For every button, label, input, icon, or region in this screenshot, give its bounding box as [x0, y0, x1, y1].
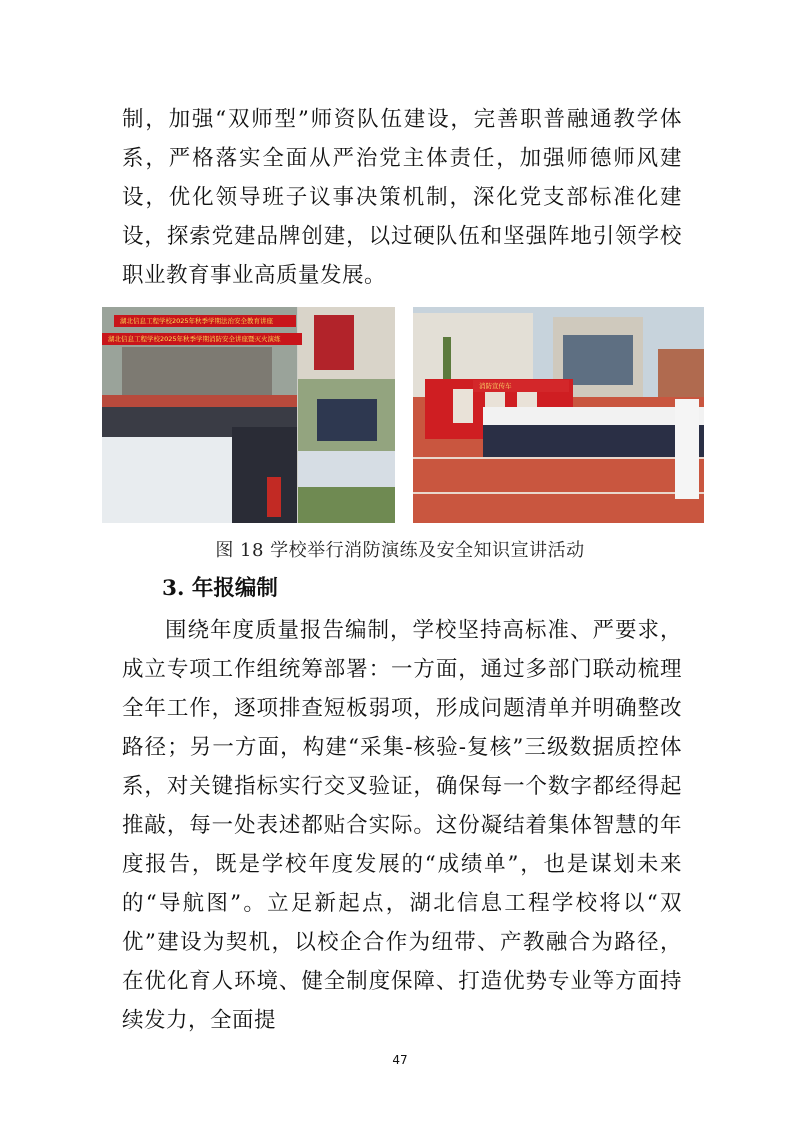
- fire-truck-banner: 消防宣传车: [473, 380, 569, 392]
- body-paragraph: 围绕年度质量报告编制，学校坚持高标准、严要求，成立专项工作组统筹部署：一方面，通过多部门联动梳理全年工作，逐项排查短板弱项，形成问题清单并明确整改路径；另一方面，构建“采集-核验-复核”三级数据质控体系，对关键指标实行交叉验证，确保每一个数字都经得起推敲，每一处表述都贴合实际。这份凝结着集体智慧的年度报告，既是学校年度发展的“成绩单”，也是谋划未来的“导航图”。立足新起点，湖北信息工程学校将以“双优”建设为契机，以校企合作为纽带、产教融合为路径，在优化育人环境、健全制度保障、打造优势专业等方面持续发力，全面提: [122, 618, 682, 1033]
- body-paragraph: 制，加强“双师型”师资队伍建设，完善职普融通教学体系，严格落实全面从严治党主体责任，加强师德师风建设，优化领导班子议事决策机制，深化党支部标准化建设，探索党建品牌创建，以过硬队伍和坚强阵地引领学校职业教育事业高质量发展。: [122, 107, 682, 288]
- page-number: 47: [392, 1053, 408, 1067]
- fire-truck-crowd-photo: [413, 307, 704, 523]
- drill-banner: 湖北信息工程学校2025年秋季学期消防安全讲座暨灭火演练: [102, 333, 302, 345]
- figure-caption: 图 18 学校举行消防演练及安全知识宣讲活动: [215, 540, 585, 561]
- section-heading: 3. 年报编制: [162, 576, 278, 601]
- fire-drill-collage-photo: [102, 307, 395, 523]
- lecture-banner: 湖北信息工程学校2025年秋季学期法治安全教育讲座: [114, 315, 296, 327]
